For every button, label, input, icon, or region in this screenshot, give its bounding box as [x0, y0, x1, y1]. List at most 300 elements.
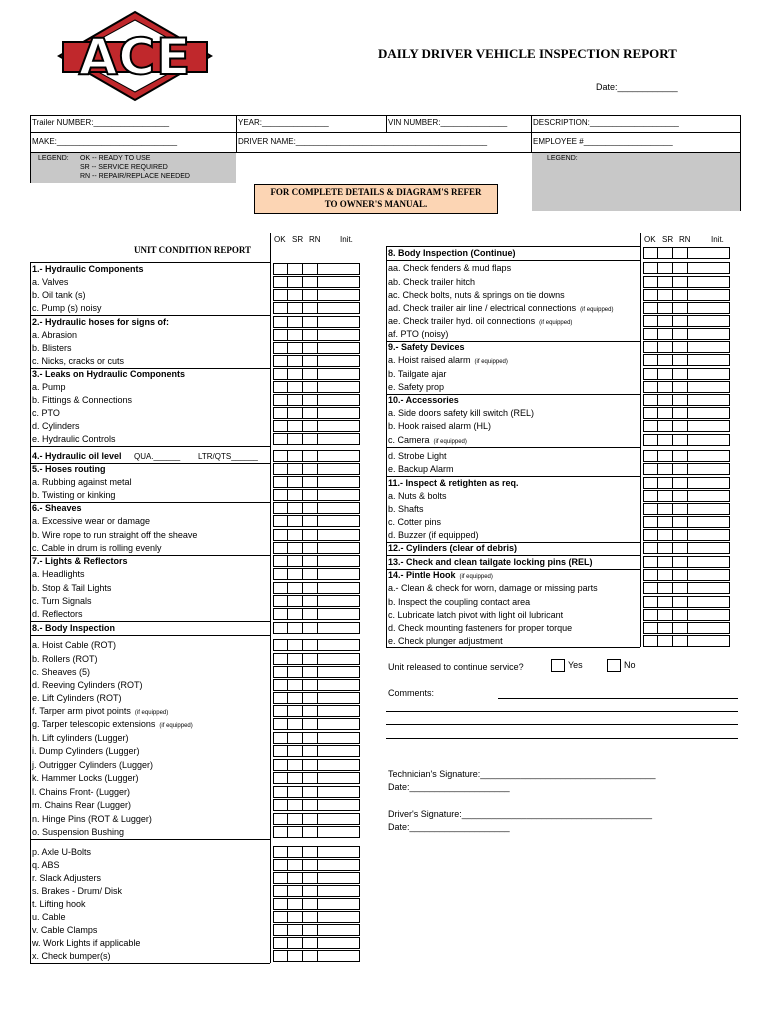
- checkbox-ok[interactable]: [273, 759, 288, 771]
- checkbox-init[interactable]: [688, 368, 730, 380]
- checkbox-sr[interactable]: [658, 529, 673, 541]
- checkbox-sr[interactable]: [658, 247, 673, 259]
- checkbox-rn[interactable]: [303, 950, 318, 962]
- checkbox-sr[interactable]: [658, 569, 673, 581]
- checkbox-rn[interactable]: [303, 263, 318, 275]
- checkbox-init[interactable]: [688, 503, 730, 515]
- checkbox-ok[interactable]: [273, 885, 288, 897]
- no-checkbox[interactable]: [607, 659, 621, 672]
- checkbox-rn[interactable]: [673, 420, 688, 432]
- checkbox-ok[interactable]: [643, 407, 658, 419]
- checkbox-rn[interactable]: [303, 911, 318, 923]
- checkbox-sr[interactable]: [288, 502, 303, 514]
- checkbox-ok[interactable]: [273, 732, 288, 744]
- checkbox-rn[interactable]: [673, 276, 688, 288]
- checkbox-rn[interactable]: [303, 394, 318, 406]
- checkbox-init[interactable]: [688, 622, 730, 634]
- checkbox-init[interactable]: [688, 463, 730, 475]
- checkbox-rn[interactable]: [673, 596, 688, 608]
- checkbox-init[interactable]: [318, 911, 360, 923]
- checkbox-ok[interactable]: [643, 635, 658, 647]
- checkbox-rn[interactable]: [673, 302, 688, 314]
- checkbox-sr[interactable]: [288, 608, 303, 620]
- checkbox-ok[interactable]: [273, 276, 288, 288]
- checkbox-rn[interactable]: [303, 515, 318, 527]
- comments-line-1[interactable]: [498, 698, 738, 699]
- checkbox-rn[interactable]: [303, 666, 318, 678]
- checkbox-init[interactable]: [318, 872, 360, 884]
- checkbox-ok[interactable]: [273, 898, 288, 910]
- checkbox-init[interactable]: [688, 315, 730, 327]
- checkbox-init[interactable]: [688, 516, 730, 528]
- checkbox-init[interactable]: [318, 355, 360, 367]
- checkbox-ok[interactable]: [273, 692, 288, 704]
- checkbox-rn[interactable]: [303, 368, 318, 380]
- checkbox-rn[interactable]: [303, 420, 318, 432]
- release-yes-option[interactable]: Yes: [551, 659, 583, 672]
- checkbox-ok[interactable]: [273, 263, 288, 275]
- checkbox-sr[interactable]: [658, 635, 673, 647]
- checkbox-ok[interactable]: [273, 568, 288, 580]
- checkbox-sr[interactable]: [658, 490, 673, 502]
- checkbox-rn[interactable]: [673, 516, 688, 528]
- checkbox-init[interactable]: [318, 394, 360, 406]
- checkbox-ok[interactable]: [273, 622, 288, 634]
- checkbox-rn[interactable]: [673, 394, 688, 406]
- checkbox-ok[interactable]: [643, 582, 658, 594]
- checkbox-init[interactable]: [318, 679, 360, 691]
- checkbox-ok[interactable]: [273, 355, 288, 367]
- checkbox-rn[interactable]: [673, 477, 688, 489]
- checkbox-sr[interactable]: [658, 516, 673, 528]
- checkbox-init[interactable]: [318, 568, 360, 580]
- checkbox-sr[interactable]: [288, 342, 303, 354]
- checkbox-init[interactable]: [318, 289, 360, 301]
- checkbox-ok[interactable]: [643, 450, 658, 462]
- checkbox-rn[interactable]: [673, 609, 688, 621]
- checkbox-init[interactable]: [318, 450, 360, 462]
- checkbox-rn[interactable]: [303, 846, 318, 858]
- checkbox-init[interactable]: [318, 515, 360, 527]
- checkbox-init[interactable]: [318, 826, 360, 838]
- checkbox-sr[interactable]: [288, 555, 303, 567]
- checkbox-rn[interactable]: [303, 595, 318, 607]
- checkbox-ok[interactable]: [643, 247, 658, 259]
- checkbox-ok[interactable]: [643, 262, 658, 274]
- checkbox-sr[interactable]: [288, 799, 303, 811]
- checkbox-ok[interactable]: [273, 772, 288, 784]
- checkbox-ok[interactable]: [273, 529, 288, 541]
- checkbox-ok[interactable]: [273, 705, 288, 717]
- checkbox-ok[interactable]: [643, 609, 658, 621]
- checkbox-init[interactable]: [318, 329, 360, 341]
- checkbox-ok[interactable]: [273, 872, 288, 884]
- driver-name-field[interactable]: DRIVER NAME:___________________________________________: [238, 137, 488, 146]
- checkbox-rn[interactable]: [673, 542, 688, 554]
- checkbox-rn[interactable]: [303, 450, 318, 462]
- checkbox-sr[interactable]: [288, 329, 303, 341]
- checkbox-ok[interactable]: [273, 826, 288, 838]
- checkbox-init[interactable]: [318, 407, 360, 419]
- checkbox-rn[interactable]: [673, 407, 688, 419]
- release-no-option[interactable]: No: [607, 659, 636, 672]
- checkbox-init[interactable]: [318, 489, 360, 501]
- checkbox-rn[interactable]: [673, 381, 688, 393]
- checkbox-init[interactable]: [688, 529, 730, 541]
- checkbox-sr[interactable]: [288, 463, 303, 475]
- checkbox-sr[interactable]: [288, 355, 303, 367]
- checkbox-ok[interactable]: [643, 341, 658, 353]
- checkbox-ok[interactable]: [643, 529, 658, 541]
- checkbox-rn[interactable]: [673, 341, 688, 353]
- checkbox-rn[interactable]: [673, 556, 688, 568]
- checkbox-init[interactable]: [318, 342, 360, 354]
- checkbox-ok[interactable]: [273, 595, 288, 607]
- checkbox-ok[interactable]: [273, 302, 288, 314]
- checkbox-ok[interactable]: [273, 450, 288, 462]
- checkbox-ok[interactable]: [273, 846, 288, 858]
- checkbox-sr[interactable]: [658, 450, 673, 462]
- checkbox-init[interactable]: [688, 556, 730, 568]
- checkbox-sr[interactable]: [288, 420, 303, 432]
- checkbox-rn[interactable]: [303, 937, 318, 949]
- checkbox-ok[interactable]: [643, 622, 658, 634]
- checkbox-init[interactable]: [688, 450, 730, 462]
- checkbox-ok[interactable]: [273, 859, 288, 871]
- comments-line-4[interactable]: [386, 738, 738, 739]
- checkbox-sr[interactable]: [288, 582, 303, 594]
- driver-date-field[interactable]: Date:____________________: [388, 822, 510, 832]
- checkbox-ok[interactable]: [273, 289, 288, 301]
- oil-units-field[interactable]: LTR/QTS______: [198, 452, 258, 461]
- checkbox-init[interactable]: [318, 595, 360, 607]
- checkbox-sr[interactable]: [288, 692, 303, 704]
- checkbox-sr[interactable]: [288, 381, 303, 393]
- checkbox-rn[interactable]: [303, 924, 318, 936]
- checkbox-rn[interactable]: [673, 354, 688, 366]
- checkbox-ok[interactable]: [643, 289, 658, 301]
- checkbox-init[interactable]: [688, 609, 730, 621]
- checkbox-sr[interactable]: [288, 302, 303, 314]
- checkbox-init[interactable]: [318, 799, 360, 811]
- trailer-number-field[interactable]: Trailer NUMBER:_________________: [32, 118, 170, 127]
- checkbox-sr[interactable]: [658, 582, 673, 594]
- checkbox-rn[interactable]: [673, 490, 688, 502]
- checkbox-rn[interactable]: [303, 316, 318, 328]
- checkbox-sr[interactable]: [288, 705, 303, 717]
- checkbox-ok[interactable]: [273, 515, 288, 527]
- checkbox-sr[interactable]: [658, 302, 673, 314]
- checkbox-ok[interactable]: [273, 407, 288, 419]
- yes-checkbox[interactable]: [551, 659, 565, 672]
- checkbox-ok[interactable]: [643, 394, 658, 406]
- checkbox-rn[interactable]: [303, 718, 318, 730]
- checkbox-sr[interactable]: [658, 328, 673, 340]
- checkbox-init[interactable]: [318, 692, 360, 704]
- checkbox-init[interactable]: [318, 608, 360, 620]
- checkbox-init[interactable]: [318, 639, 360, 651]
- checkbox-init[interactable]: [318, 813, 360, 825]
- checkbox-ok[interactable]: [273, 718, 288, 730]
- checkbox-rn[interactable]: [673, 529, 688, 541]
- checkbox-sr[interactable]: [658, 368, 673, 380]
- checkbox-sr[interactable]: [288, 885, 303, 897]
- driver-signature-field[interactable]: Driver's Signature:______________________________________: [388, 809, 652, 819]
- checkbox-sr[interactable]: [288, 772, 303, 784]
- checkbox-init[interactable]: [318, 786, 360, 798]
- checkbox-init[interactable]: [688, 596, 730, 608]
- checkbox-rn[interactable]: [303, 529, 318, 541]
- checkbox-sr[interactable]: [658, 434, 673, 446]
- checkbox-ok[interactable]: [273, 608, 288, 620]
- vin-number-field[interactable]: VIN NUMBER:_______________: [388, 118, 508, 127]
- oil-quantity-field[interactable]: QUA.______: [134, 452, 181, 461]
- checkbox-init[interactable]: [318, 476, 360, 488]
- checkbox-rn[interactable]: [303, 885, 318, 897]
- checkbox-ok[interactable]: [273, 463, 288, 475]
- checkbox-init[interactable]: [318, 316, 360, 328]
- checkbox-rn[interactable]: [303, 759, 318, 771]
- checkbox-rn[interactable]: [303, 872, 318, 884]
- checkbox-ok[interactable]: [273, 476, 288, 488]
- checkbox-ok[interactable]: [643, 276, 658, 288]
- checkbox-rn[interactable]: [673, 328, 688, 340]
- checkbox-rn[interactable]: [673, 450, 688, 462]
- checkbox-rn[interactable]: [673, 463, 688, 475]
- checkbox-sr[interactable]: [288, 872, 303, 884]
- checkbox-rn[interactable]: [303, 568, 318, 580]
- checkbox-rn[interactable]: [303, 732, 318, 744]
- year-field[interactable]: YEAR:_______________: [238, 118, 329, 127]
- checkbox-init[interactable]: [318, 898, 360, 910]
- checkbox-ok[interactable]: [643, 315, 658, 327]
- checkbox-ok[interactable]: [273, 813, 288, 825]
- checkbox-init[interactable]: [318, 718, 360, 730]
- checkbox-rn[interactable]: [303, 772, 318, 784]
- checkbox-rn[interactable]: [303, 639, 318, 651]
- checkbox-sr[interactable]: [658, 556, 673, 568]
- checkbox-ok[interactable]: [643, 463, 658, 475]
- checkbox-rn[interactable]: [303, 329, 318, 341]
- checkbox-init[interactable]: [688, 302, 730, 314]
- checkbox-ok[interactable]: [273, 745, 288, 757]
- checkbox-init[interactable]: [318, 263, 360, 275]
- checkbox-rn[interactable]: [303, 799, 318, 811]
- checkbox-sr[interactable]: [288, 368, 303, 380]
- checkbox-ok[interactable]: [273, 381, 288, 393]
- checkbox-init[interactable]: [318, 859, 360, 871]
- checkbox-sr[interactable]: [658, 420, 673, 432]
- checkbox-init[interactable]: [318, 555, 360, 567]
- checkbox-rn[interactable]: [673, 622, 688, 634]
- checkbox-sr[interactable]: [288, 622, 303, 634]
- checkbox-rn[interactable]: [303, 433, 318, 445]
- checkbox-sr[interactable]: [288, 568, 303, 580]
- checkbox-init[interactable]: [688, 420, 730, 432]
- employee-number-field[interactable]: EMPLOYEE #____________________: [533, 137, 673, 146]
- checkbox-init[interactable]: [688, 569, 730, 581]
- checkbox-rn[interactable]: [303, 745, 318, 757]
- checkbox-init[interactable]: [688, 407, 730, 419]
- checkbox-sr[interactable]: [288, 745, 303, 757]
- checkbox-rn[interactable]: [303, 705, 318, 717]
- checkbox-sr[interactable]: [658, 542, 673, 554]
- checkbox-ok[interactable]: [273, 433, 288, 445]
- checkbox-sr[interactable]: [288, 407, 303, 419]
- checkbox-ok[interactable]: [643, 328, 658, 340]
- checkbox-rn[interactable]: [303, 381, 318, 393]
- checkbox-rn[interactable]: [673, 582, 688, 594]
- checkbox-ok[interactable]: [643, 503, 658, 515]
- checkbox-rn[interactable]: [303, 608, 318, 620]
- checkbox-ok[interactable]: [643, 596, 658, 608]
- checkbox-rn[interactable]: [673, 262, 688, 274]
- checkbox-rn[interactable]: [303, 502, 318, 514]
- checkbox-rn[interactable]: [303, 542, 318, 554]
- checkbox-rn[interactable]: [303, 622, 318, 634]
- checkbox-sr[interactable]: [288, 450, 303, 462]
- checkbox-rn[interactable]: [303, 342, 318, 354]
- checkbox-rn[interactable]: [673, 315, 688, 327]
- checkbox-init[interactable]: [318, 368, 360, 380]
- checkbox-ok[interactable]: [643, 302, 658, 314]
- checkbox-rn[interactable]: [673, 247, 688, 259]
- checkbox-rn[interactable]: [303, 859, 318, 871]
- checkbox-sr[interactable]: [288, 653, 303, 665]
- checkbox-ok[interactable]: [643, 516, 658, 528]
- checkbox-ok[interactable]: [273, 502, 288, 514]
- checkbox-ok[interactable]: [273, 924, 288, 936]
- checkbox-ok[interactable]: [273, 489, 288, 501]
- checkbox-ok[interactable]: [273, 342, 288, 354]
- checkbox-sr[interactable]: [288, 718, 303, 730]
- checkbox-sr[interactable]: [288, 937, 303, 949]
- checkbox-sr[interactable]: [658, 596, 673, 608]
- checkbox-sr[interactable]: [658, 341, 673, 353]
- checkbox-rn[interactable]: [303, 355, 318, 367]
- technician-signature-field[interactable]: Technician's Signature:___________________________________: [388, 769, 656, 779]
- checkbox-init[interactable]: [318, 433, 360, 445]
- checkbox-sr[interactable]: [658, 276, 673, 288]
- checkbox-sr[interactable]: [288, 950, 303, 962]
- checkbox-rn[interactable]: [303, 826, 318, 838]
- checkbox-rn[interactable]: [303, 898, 318, 910]
- checkbox-sr[interactable]: [288, 476, 303, 488]
- checkbox-sr[interactable]: [288, 433, 303, 445]
- checkbox-ok[interactable]: [273, 679, 288, 691]
- checkbox-init[interactable]: [318, 937, 360, 949]
- checkbox-rn[interactable]: [303, 489, 318, 501]
- checkbox-ok[interactable]: [643, 477, 658, 489]
- checkbox-rn[interactable]: [303, 407, 318, 419]
- checkbox-init[interactable]: [688, 542, 730, 554]
- checkbox-init[interactable]: [318, 276, 360, 288]
- checkbox-ok[interactable]: [273, 368, 288, 380]
- checkbox-init[interactable]: [688, 247, 730, 259]
- comments-line-3[interactable]: [386, 724, 738, 725]
- checkbox-ok[interactable]: [643, 368, 658, 380]
- checkbox-init[interactable]: [318, 732, 360, 744]
- checkbox-sr[interactable]: [288, 898, 303, 910]
- checkbox-sr[interactable]: [288, 786, 303, 798]
- comments-line-2[interactable]: [386, 711, 738, 712]
- checkbox-rn[interactable]: [303, 289, 318, 301]
- checkbox-ok[interactable]: [643, 490, 658, 502]
- checkbox-init[interactable]: [688, 381, 730, 393]
- checkbox-ok[interactable]: [273, 329, 288, 341]
- checkbox-sr[interactable]: [288, 911, 303, 923]
- checkbox-ok[interactable]: [273, 911, 288, 923]
- checkbox-sr[interactable]: [658, 262, 673, 274]
- checkbox-init[interactable]: [318, 666, 360, 678]
- checkbox-ok[interactable]: [273, 666, 288, 678]
- checkbox-rn[interactable]: [673, 434, 688, 446]
- checkbox-ok[interactable]: [273, 542, 288, 554]
- checkbox-sr[interactable]: [288, 679, 303, 691]
- checkbox-init[interactable]: [688, 289, 730, 301]
- checkbox-init[interactable]: [318, 772, 360, 784]
- checkbox-ok[interactable]: [273, 639, 288, 651]
- checkbox-init[interactable]: [318, 950, 360, 962]
- checkbox-sr[interactable]: [288, 639, 303, 651]
- checkbox-sr[interactable]: [288, 394, 303, 406]
- checkbox-ok[interactable]: [643, 569, 658, 581]
- checkbox-sr[interactable]: [658, 622, 673, 634]
- checkbox-init[interactable]: [318, 622, 360, 634]
- checkbox-ok[interactable]: [273, 937, 288, 949]
- checkbox-init[interactable]: [688, 276, 730, 288]
- checkbox-sr[interactable]: [658, 315, 673, 327]
- checkbox-sr[interactable]: [288, 263, 303, 275]
- checkbox-init[interactable]: [318, 653, 360, 665]
- checkbox-sr[interactable]: [288, 759, 303, 771]
- checkbox-rn[interactable]: [303, 692, 318, 704]
- checkbox-init[interactable]: [688, 328, 730, 340]
- checkbox-rn[interactable]: [303, 276, 318, 288]
- checkbox-init[interactable]: [318, 924, 360, 936]
- checkbox-init[interactable]: [688, 582, 730, 594]
- checkbox-sr[interactable]: [658, 407, 673, 419]
- checkbox-init[interactable]: [318, 582, 360, 594]
- checkbox-rn[interactable]: [303, 555, 318, 567]
- checkbox-ok[interactable]: [273, 950, 288, 962]
- checkbox-rn[interactable]: [303, 679, 318, 691]
- checkbox-rn[interactable]: [303, 786, 318, 798]
- make-field[interactable]: MAKE:___________________________: [32, 137, 178, 146]
- checkbox-sr[interactable]: [288, 924, 303, 936]
- checkbox-init[interactable]: [688, 635, 730, 647]
- checkbox-init[interactable]: [318, 381, 360, 393]
- checkbox-ok[interactable]: [643, 381, 658, 393]
- checkbox-sr[interactable]: [288, 666, 303, 678]
- checkbox-init[interactable]: [318, 542, 360, 554]
- checkbox-sr[interactable]: [288, 813, 303, 825]
- checkbox-ok[interactable]: [273, 555, 288, 567]
- checkbox-init[interactable]: [318, 420, 360, 432]
- checkbox-ok[interactable]: [643, 542, 658, 554]
- checkbox-ok[interactable]: [643, 420, 658, 432]
- checkbox-init[interactable]: [688, 262, 730, 274]
- checkbox-sr[interactable]: [658, 381, 673, 393]
- checkbox-ok[interactable]: [643, 434, 658, 446]
- checkbox-ok[interactable]: [273, 582, 288, 594]
- technician-date-field[interactable]: Date:____________________: [388, 782, 510, 792]
- checkbox-rn[interactable]: [303, 582, 318, 594]
- checkbox-sr[interactable]: [288, 826, 303, 838]
- checkbox-init[interactable]: [688, 434, 730, 446]
- checkbox-rn[interactable]: [673, 503, 688, 515]
- checkbox-sr[interactable]: [288, 859, 303, 871]
